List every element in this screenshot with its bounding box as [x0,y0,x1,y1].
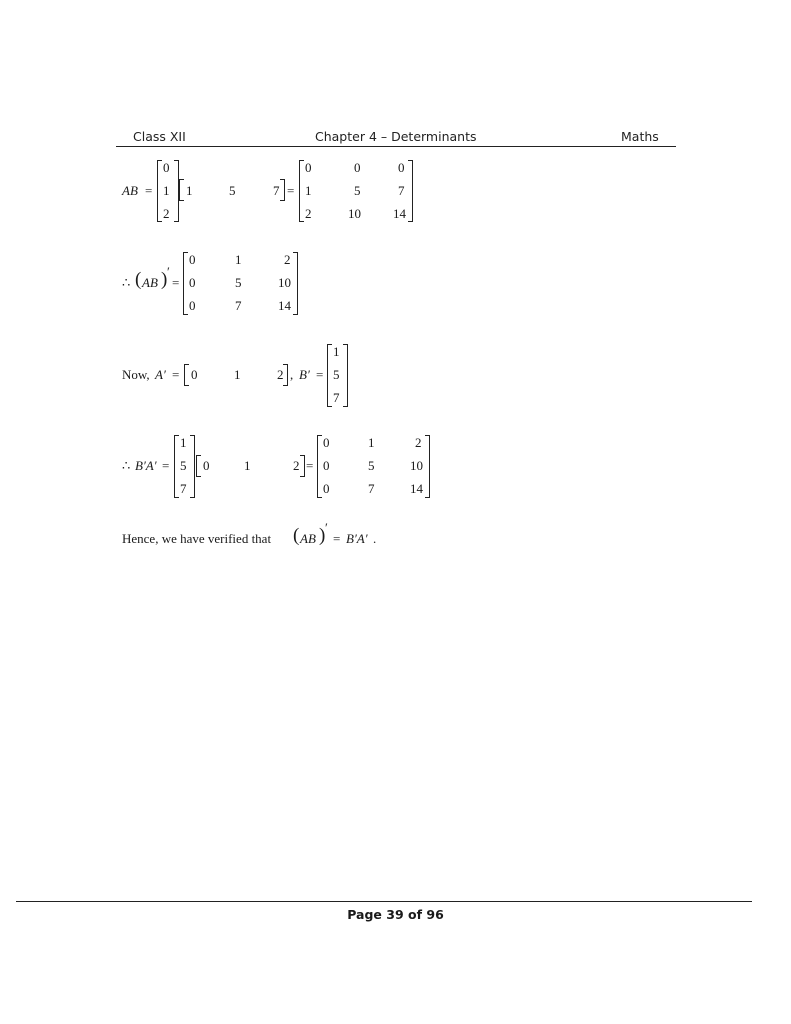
eq1-result-bracket-right [408,160,413,222]
eq2-r2c0: 0 [189,298,196,313]
eq2-paren-close: ) [161,269,168,290]
eq1-row-0: 1 [186,183,193,198]
eq4-row-bracket-right [300,455,305,477]
eq1-r2c1: 10 [348,206,361,221]
eq4-r0c2: 2 [415,435,422,450]
eq1-r0c1: 0 [354,160,361,175]
eq3-col-2: 7 [333,390,340,405]
eq3-b-prime: B′ [299,367,310,382]
eq4-r2c2: 14 [410,481,423,496]
eq4-r1c1: 5 [368,458,375,473]
eq1-row-2: 7 [273,183,280,198]
eq4-r1c0: 0 [323,458,330,473]
eq2-lhs: AB [142,275,158,290]
eq4-equals-2: = [306,458,314,473]
eq3-row-bracket-left [184,364,189,386]
eq3-row-2: 2 [277,367,284,382]
eq1-col-bracket-left [157,160,162,222]
eq4-col-2: 7 [180,481,187,496]
eq1-r2c2: 14 [393,206,406,221]
eq3-col-0: 1 [333,344,340,359]
conclusion-lhs: AB [300,531,316,546]
eq4-r1c2: 10 [410,458,423,473]
eq1-col-2: 2 [163,206,170,221]
conclusion-paren-open: ( [293,525,300,546]
eq2-result-bracket-right [293,252,298,315]
eq4-col-bracket-left [174,435,179,498]
eq4-col-bracket-right [190,435,195,498]
eq3-col-bracket-left [327,344,332,407]
header-chapter: Chapter 4 – Determinants [315,129,477,144]
eq1-r1c2: 7 [398,183,405,198]
eq4-equals: = [162,458,170,473]
eq2-paren-open: ( [135,269,142,290]
conclusion-equals: = [333,531,341,546]
eq4-result-bracket-right [425,435,430,498]
eq1-r2c0: 2 [305,206,312,221]
eq4-row-0: 0 [203,458,210,473]
conclusion-text: Hence, we have verified that [122,531,272,546]
eq1-r0c0: 0 [305,160,312,175]
eq4-r0c0: 0 [323,435,330,450]
conclusion-rhs: B′A′ [346,531,368,546]
eq4-row-2: 2 [293,458,300,473]
eq3-row-0: 0 [191,367,198,382]
eq2-r0c2: 2 [284,252,291,267]
header-subject: Maths [621,129,659,144]
eq3-row-1: 1 [234,367,241,382]
conclusion-prime: ′ [325,520,328,535]
eq4-col-1: 5 [180,458,187,473]
eq1-lhs: AB [122,183,138,198]
eq4-r2c0: 0 [323,481,330,496]
eq4-therefore: ∴ [122,458,131,473]
header-divider [116,146,676,147]
eq1-row-bracket-right [280,179,285,201]
eq2-prime: ′ [167,264,170,279]
eq1-r1c0: 1 [305,183,312,198]
eq1-col-0: 0 [163,160,170,175]
eq1-row-bracket-left [179,179,184,201]
eq4-col-0: 1 [180,435,187,450]
eq2-r0c1: 1 [235,252,242,267]
eq2-r1c0: 0 [189,275,196,290]
eq2-r2c2: 14 [278,298,291,313]
eq1-equals: = [145,183,153,198]
eq3-equals-2: = [316,367,324,382]
eq2-therefore: ∴ [122,275,131,290]
eq2-r1c2: 10 [278,275,291,290]
eq3-col-bracket-right [343,344,348,407]
eq3-col-1: 5 [333,367,340,382]
eq3-now: Now, [122,367,150,382]
eq4-r2c1: 7 [368,481,375,496]
conclusion-paren-close: ) [319,525,326,546]
eq2-result-bracket-left [183,252,188,315]
eq3-a-prime: A′ [155,367,166,382]
footer-divider [16,901,752,902]
page-number: Page 39 of 96 [347,907,444,922]
eq1-result-bracket-left [299,160,304,222]
eq4-row-bracket-left [196,455,201,477]
header-class: Class XII [133,129,186,144]
eq2-r2c1: 7 [235,298,242,313]
eq2-r1c1: 5 [235,275,242,290]
eq2-equals: = [172,275,180,290]
eq4-r0c1: 1 [368,435,375,450]
eq1-r0c2: 0 [398,160,405,175]
eq4-lhs: B′A′ [135,458,157,473]
eq3-comma: , [290,367,294,382]
eq1-r1c1: 5 [354,183,361,198]
conclusion-period: . [373,531,377,546]
eq1-equals-2: = [287,183,295,198]
eq1-row-1: 5 [229,183,236,198]
eq4-result-bracket-left [317,435,322,498]
eq1-col-1: 1 [163,183,170,198]
eq2-r0c0: 0 [189,252,196,267]
eq3-equals: = [172,367,180,382]
eq3-row-bracket-right [283,364,288,386]
eq4-row-1: 1 [244,458,251,473]
